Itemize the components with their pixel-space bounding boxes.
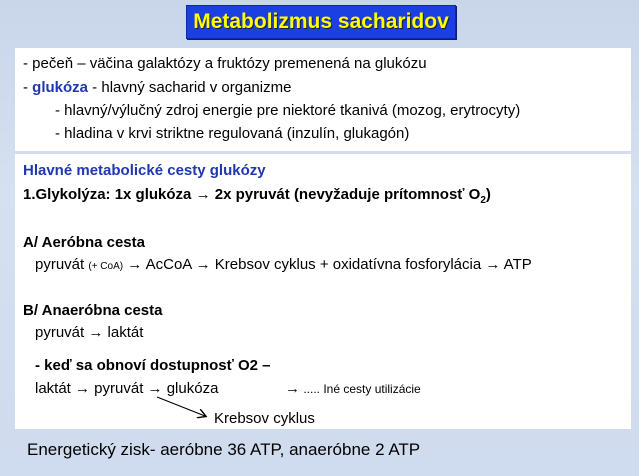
cori-cycle-line: laktát → pyruvát → glukóza xyxy=(35,380,219,397)
intro-line-energy: - hlavný/výlučný zdroj energie pre niektoré tkanivá (mozog, erytrocyty) xyxy=(55,102,521,119)
pathways-heading: Hlavné metabolické cesty glukózy xyxy=(23,162,266,179)
intro-dash: - xyxy=(23,79,33,96)
restore-oxygen-line: - keď sa obnoví dostupnosť O2 – xyxy=(35,357,271,374)
other-paths-text: ..... Iné cesty utilizácie xyxy=(300,382,421,396)
anaerobic-line: pyruvát → laktát xyxy=(35,324,144,341)
glucose-highlight: glukóza xyxy=(32,79,89,96)
coa-note: (+ CoA) xyxy=(88,261,124,272)
krebs-label: Krebsov cyklus xyxy=(214,410,315,427)
energy-yield-footer: Energetický zisk- aeróbne 36 ATP, anaeróbne 2 ATP xyxy=(27,440,421,459)
intro-glucose-rest: - hlavný sacharid v organizme xyxy=(88,79,292,96)
glycolysis-close: ) xyxy=(485,186,491,203)
glycolysis-text: 1.Glykolýza: 1x glukóza → 2x pyruvát (nevyžaduje prítomnosť O xyxy=(23,186,481,203)
anaerobic-heading: B/ Anaeróbna cesta xyxy=(23,302,163,319)
aerobic-rest: → AcCoA → Krebsov cyklus + oxidatívna fosforylácia → ATP xyxy=(123,256,532,273)
intro-line-liver: - pečeň – väčina galaktózy a fruktózy premenená na glukózu xyxy=(23,55,427,72)
intro-line-regulation: - hladina v krvi striktne regulovaná (inzulín, glukagón) xyxy=(55,125,410,142)
aerobic-pyruvate: pyruvát xyxy=(35,256,89,273)
other-arrow: → xyxy=(285,380,300,397)
aerobic-heading: A/ Aeróbna cesta xyxy=(23,234,145,251)
o2-subscript: 2 xyxy=(480,195,486,206)
slide-title-text: Metabolizmus sacharidov xyxy=(193,10,449,33)
